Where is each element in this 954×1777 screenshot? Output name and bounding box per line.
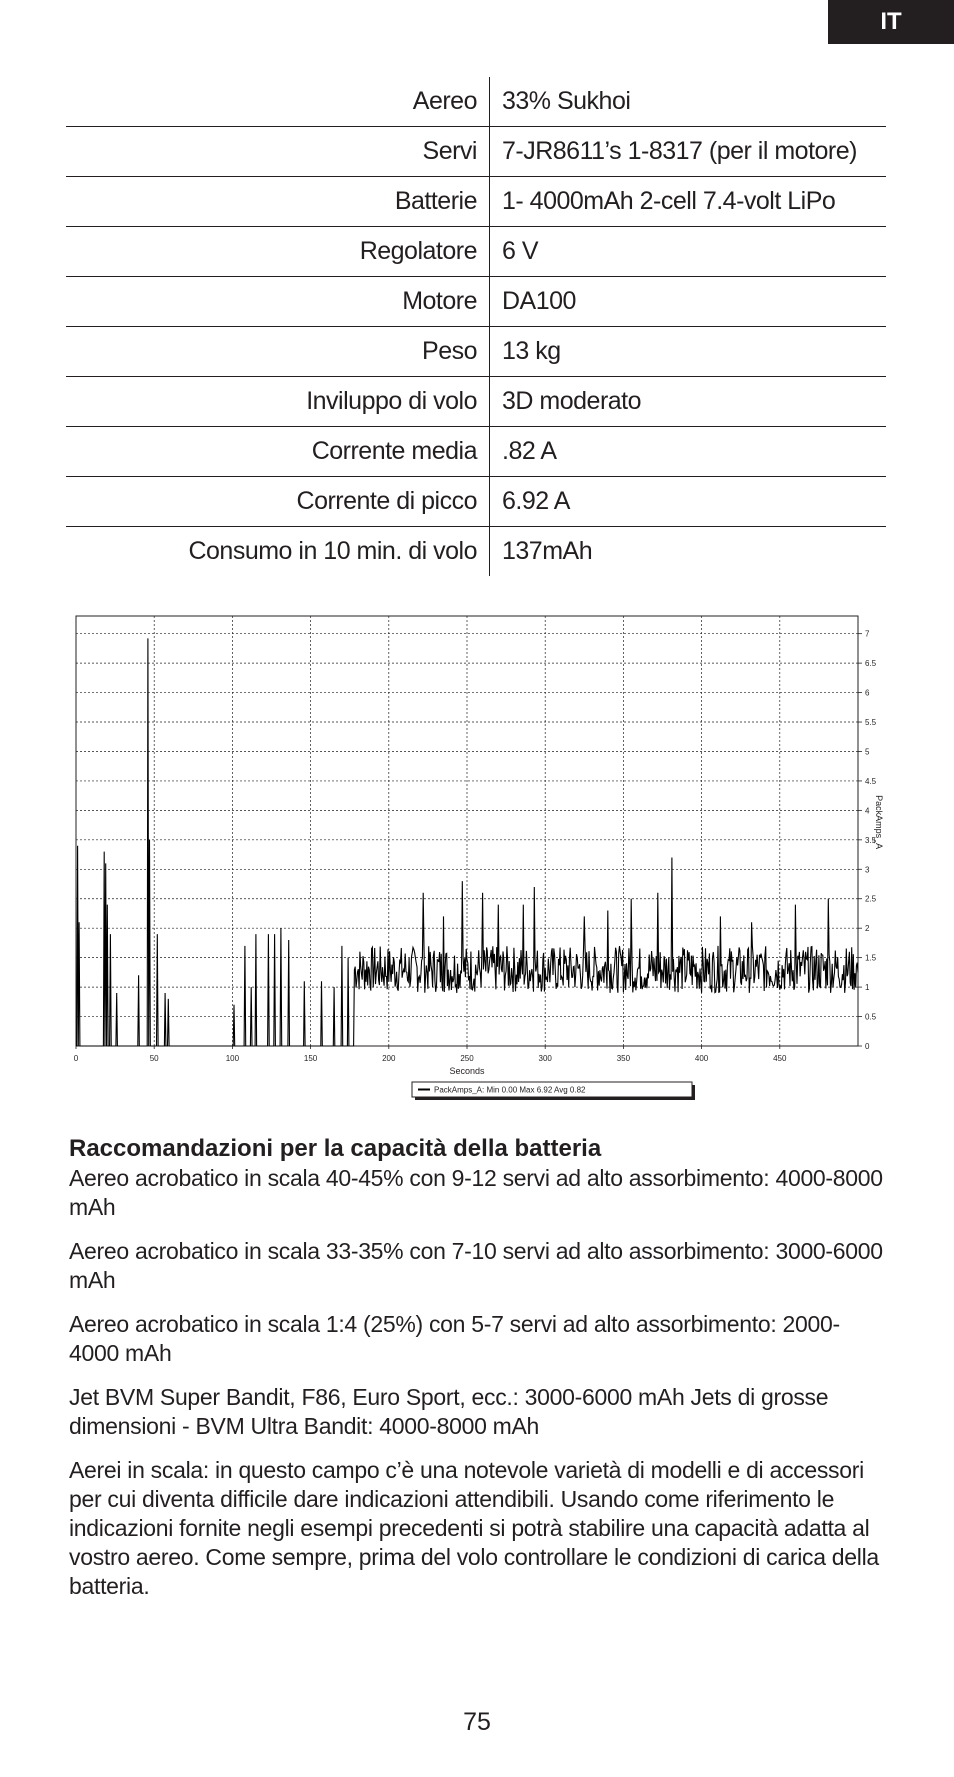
x-axis-label: Seconds: [449, 1066, 485, 1076]
x-tick-label: 350: [616, 1054, 631, 1063]
x-tick-label: 100: [225, 1054, 240, 1063]
spec-value: 1- 4000mAh 2-cell 7.4-volt LiPo: [502, 187, 836, 215]
y-tick-label: 6: [865, 688, 870, 698]
spec-label: Peso: [66, 327, 490, 377]
y-axis: [858, 630, 877, 1051]
x-tick-label: 400: [694, 1054, 709, 1063]
spec-label: Regolatore: [66, 227, 490, 277]
spec-label: Motore: [66, 277, 490, 327]
spec-row: [66, 427, 886, 477]
y-tick-label: 1.5: [865, 953, 877, 963]
current-chart: [66, 610, 888, 1115]
spec-value: 33% Sukhoi: [502, 87, 631, 115]
x-tick-label: 0: [73, 1054, 79, 1063]
x-tick-label: 200: [382, 1054, 396, 1063]
x-tick-label: 450: [773, 1054, 787, 1063]
y-tick-label: 3: [865, 865, 870, 875]
y-tick-label: 1: [865, 983, 870, 993]
spec-value: DA100: [502, 287, 576, 315]
y-tick-label: 2.5: [865, 894, 877, 904]
paragraph: Aerei in scala: in questo campo c’è una notevole varietà di modelli e di accessori per cui diventa difficile dare indicazioni attendibili. Usando come riferimento le indicazioni fornite negli esempi precedenti si potrà stabilire una capacità adatta al vostro aereo. Come sempre, prima del volo controllare le condizioni di carica della batteria.: [69, 1457, 879, 1599]
spec-row: [66, 77, 886, 127]
spec-value: 7-JR8611’s 1-8317 (per il motore): [502, 137, 857, 165]
y-tick-label: 4: [865, 806, 870, 816]
spec-value: 13 kg: [502, 337, 561, 365]
paragraph: Aereo acrobatico in scala 1:4 (25%) con 5-7 servi ad alto assorbimento: 2000-4000 mAh: [69, 1311, 840, 1366]
paragraph: Aereo acrobatico in scala 33-35% con 7-10 servi ad alto assorbimento: 3000-6000 mAh: [69, 1238, 883, 1293]
legend-text: PackAmps_A: Min 0.00 Max 6.92 Avg 0.82: [434, 1085, 586, 1095]
spec-row: [66, 227, 886, 277]
x-tick-label: 300: [538, 1054, 552, 1063]
spec-row: [66, 277, 886, 327]
y-tick-label: 5: [865, 747, 870, 757]
x-tick-label: 250: [460, 1054, 474, 1063]
spec-label: Corrente di picco: [66, 477, 490, 527]
spec-label: Aereo: [66, 77, 490, 127]
y-tick-label: 7: [865, 629, 870, 639]
y-tick-label: 2: [865, 924, 870, 934]
y-tick-label: 0.5: [865, 1012, 877, 1022]
spec-table: [66, 77, 886, 576]
y-tick-label: 5.5: [865, 718, 877, 728]
section-title: Raccomandazioni per la capacità della batteria: [69, 1135, 602, 1162]
spec-row: [66, 377, 886, 427]
recommendations-section: [69, 1134, 889, 1616]
x-axis: [74, 1046, 787, 1063]
spec-label: Consumo in 10 min. di volo: [66, 527, 490, 577]
y-tick-label: 0: [865, 1042, 870, 1051]
spec-label: Servi: [66, 127, 490, 177]
spec-value: 137mAh: [502, 537, 593, 565]
spec-row: [66, 527, 886, 577]
x-tick-label: 50: [149, 1054, 159, 1063]
spec-value: 3D moderato: [502, 387, 642, 415]
spec-label: Corrente media: [66, 427, 490, 477]
language-tab: IT: [828, 0, 954, 44]
y-tick-label: 4.5: [865, 776, 877, 786]
page-number: 75: [463, 1708, 491, 1736]
paragraph: Jet BVM Super Bandit, F86, Euro Sport, ecc.: 3000-6000 mAh Jets di grosse dimensioni - BVM Ultra Bandit: 4000-8000 mAh: [69, 1384, 829, 1439]
spec-row: [66, 327, 886, 377]
spec-row: [66, 127, 886, 177]
y-tick-label: 3.5: [865, 835, 877, 845]
spec-label: Batterie: [66, 177, 490, 227]
spec-value: .82 A: [502, 437, 557, 465]
chart-legend: [412, 1082, 695, 1100]
paragraph: Aereo acrobatico in scala 40-45% con 9-12 servi ad alto assorbimento: 4000-8000 mAh: [69, 1165, 883, 1220]
spec-row: [66, 477, 886, 527]
y-tick-label: 6.5: [865, 659, 877, 669]
spec-row: [66, 177, 886, 227]
y-axis-label: PackAmps_A: [874, 795, 884, 850]
x-tick-label: 150: [303, 1054, 318, 1063]
spec-label: Inviluppo di volo: [66, 377, 490, 427]
spec-value: 6 V: [502, 237, 539, 265]
spec-value: 6.92 A: [502, 487, 570, 515]
